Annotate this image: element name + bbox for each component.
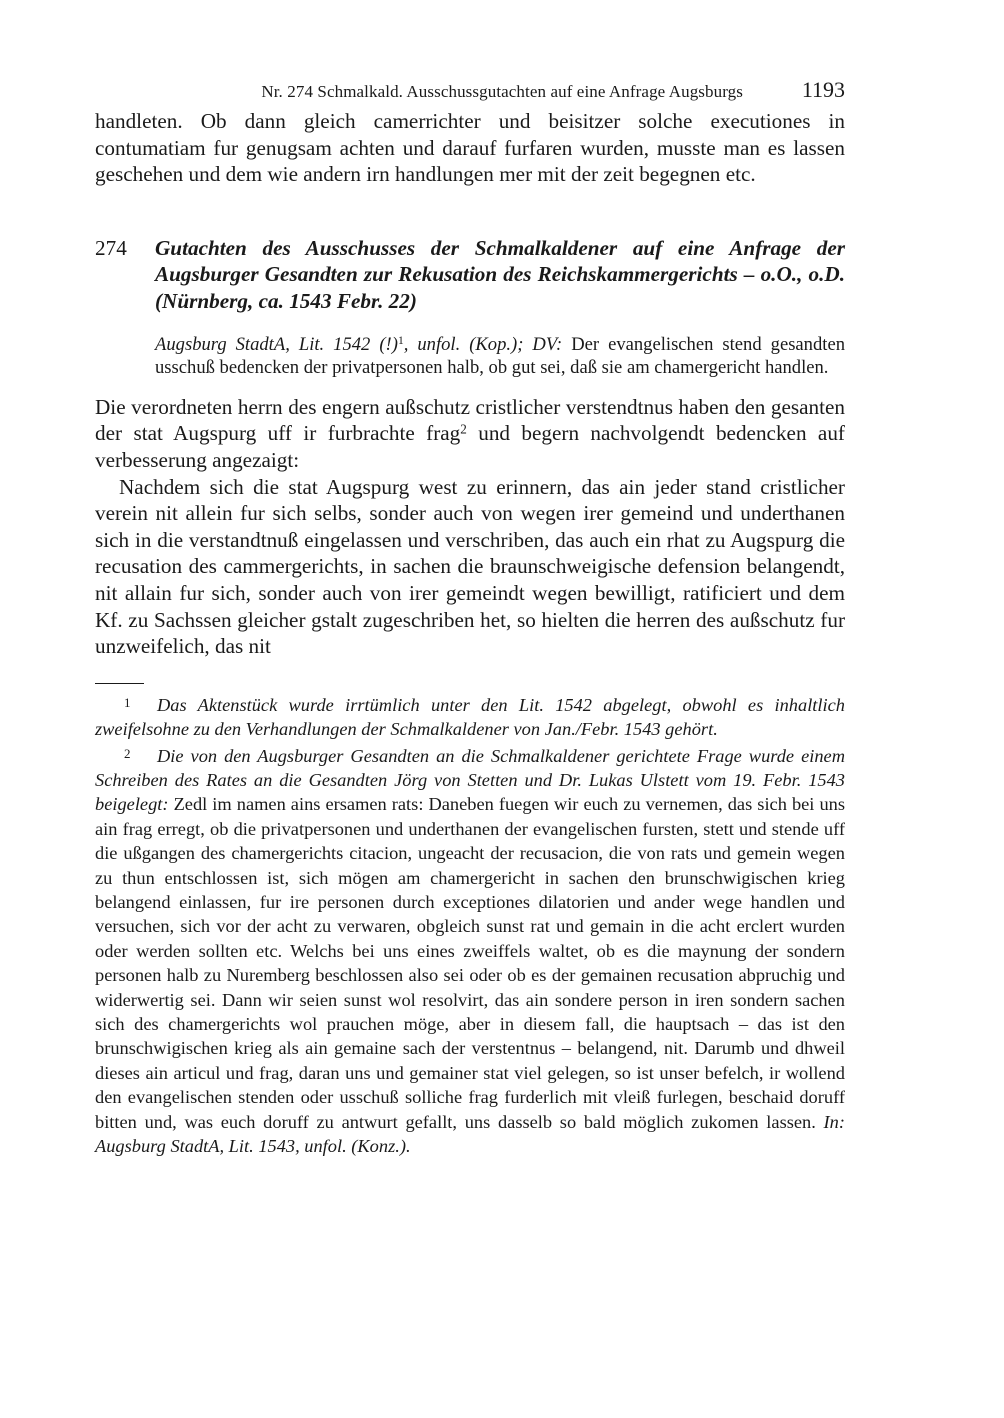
footnote-ref-2[interactable]: 2 xyxy=(460,421,467,437)
continuation-paragraph: handleten. Ob dann gleich camerrichter und beisitzer solche executiones in contumatiam fur genugsam achten und darauf furfaren wurden, musste man es lassen geschehen und dem wie andern irn handlungen mer mit der zeit begegnen etc. xyxy=(95,109,845,187)
footnotes xyxy=(95,691,845,1159)
page-number: 1193 xyxy=(801,77,845,102)
source-note xyxy=(155,333,845,380)
footnote-mark: 2 xyxy=(124,745,131,761)
paragraph-intro xyxy=(95,394,845,474)
archive-reference: Augsburg StadtA, Lit. 1542 (!) xyxy=(155,333,398,355)
document-heading xyxy=(95,235,845,315)
footnote-text: Zedl im namen ains ersamen rats: Daneben fuegen wir euch zu vernemen, das sich bei uns ain frag erregt, ob die privatpersonen und underthanen der evangelischen fursten, stett und stende uff die ußgangen des chamergerichts citacion, ungeacht der recusacion, die von rats und gemein wegen zu thun entschlossen ist, sich mögen am chamergericht in sachen den brunschwigischen krieg belangend einlassen, fur ire personen durch exceptiones dilatorien und ander wege handlen und versuchen, sich vor der acht zu verwaren, obgleich sunst rat und gemain in die acht erclert wurden oder werden sollten etc. Welchs bei uns eines zweiffels waltet, ob es die maynung der sondern personen halb zu Nuremberg beschlossen also sei oder ob es der gemainen recusation abpruchig und widerwertig sei. Dann wir seien sunst wol resolvirt, das ain sondere person in iren sondern sachen sich des chamergerichts wol prauchen möge, aber in diesem fall, die hauptsach – das ist den brunschwigischen krieg als ain gemaine sach der verstentnus – belangend, nit. Darumb und dhweil dieses ain articul und frag, daran uns und gemainer stat viel gelegen, so ist unser befelch, ir wollend den evangelischen stenden oder usschuß solliche frag furderlich mit vleiß furlegen, beschaid doruff bitten und, was euch doruff zu antwurt gefallt, uns dasselb so bald möglich zukomen lassen. xyxy=(95,794,845,1132)
footnote-ref-1[interactable]: 1 xyxy=(397,334,404,347)
footnote-italic-text: Das Aktenstück wurde irrtümlich unter den Lit. 1542 abgelegt, obwohl es inhaltlich zweifelsohne zu den Verhandlungen der Schmalkaldener von Jan./Febr. 1543 gehört. xyxy=(95,694,845,740)
document-page xyxy=(95,74,845,1158)
footnote-mark: 1 xyxy=(124,694,131,710)
main-text xyxy=(95,394,845,660)
document-number: 274 xyxy=(95,235,127,260)
footnote-italic-text: Die von den Augsburger Gesandten an die Schmalkaldener gerichtete Frage wurde einem Schreiben des Rates an die Gesandten Jörg von Stetten und Dr. Lukas Ulstett vom 19. Febr. 1543 beigelegt: xyxy=(95,745,845,815)
running-header xyxy=(95,74,845,108)
paragraph-intro-end: und begern nachvolgendt bedencken auf verbesserung angezaigt: xyxy=(95,421,845,472)
endorsement-text: Der evangelischen stend gesandten usschuß bedencken der privatpersonen halb, ob gut sei, daß sie am chamergericht handlen. xyxy=(155,333,845,379)
footnote-source: In: Augsburg StadtA, Lit. 1543, unfol. (Konz.). xyxy=(95,1111,845,1156)
footnote-2 xyxy=(95,742,845,1159)
running-title: Nr. 274 Schmalkald. Ausschussgutachten auf eine Anfrage Augsburgs xyxy=(261,82,743,101)
archive-reference-rest: , unfol. (Kop.); DV: xyxy=(403,333,563,355)
document-title: Gutachten des Ausschusses der Schmalkaldener auf eine Anfrage der Augsburger Gesandten zur Rekusation des Reichskammergerichts – o.O., o.D. (Nürnberg, ca. 1543 Febr. 22) xyxy=(155,235,845,313)
footnote-1 xyxy=(95,691,845,742)
footnote-divider xyxy=(95,683,144,684)
paragraph-intro-text: Die verordneten herrn des engern außschutz cristlicher verstendtnus haben den gesanten der stat Augspurg uff ir furbrachte frag xyxy=(95,394,845,446)
paragraph-body: Nachdem sich die stat Augspurg west zu erinnern, das ain jeder stand cristlicher verein nit allein fur sich selbs, sonder auch von wegen irer gemeind und underthanen sich in die verstandtnuß eingelassen und verschriben, das auch ein rhat zu Augspurg die recusation des cammergerichts, in sachen die braunschweigische defension belangendt, nit allain fur sich, sonder auch von irer gemeindt wegen bewilligt, ratificiert und dem Kf. zu Sachssen gleicher gstalt zugeschriben het, so hielten die herren des außschutz fur unzweifelich, das nit xyxy=(95,474,845,659)
